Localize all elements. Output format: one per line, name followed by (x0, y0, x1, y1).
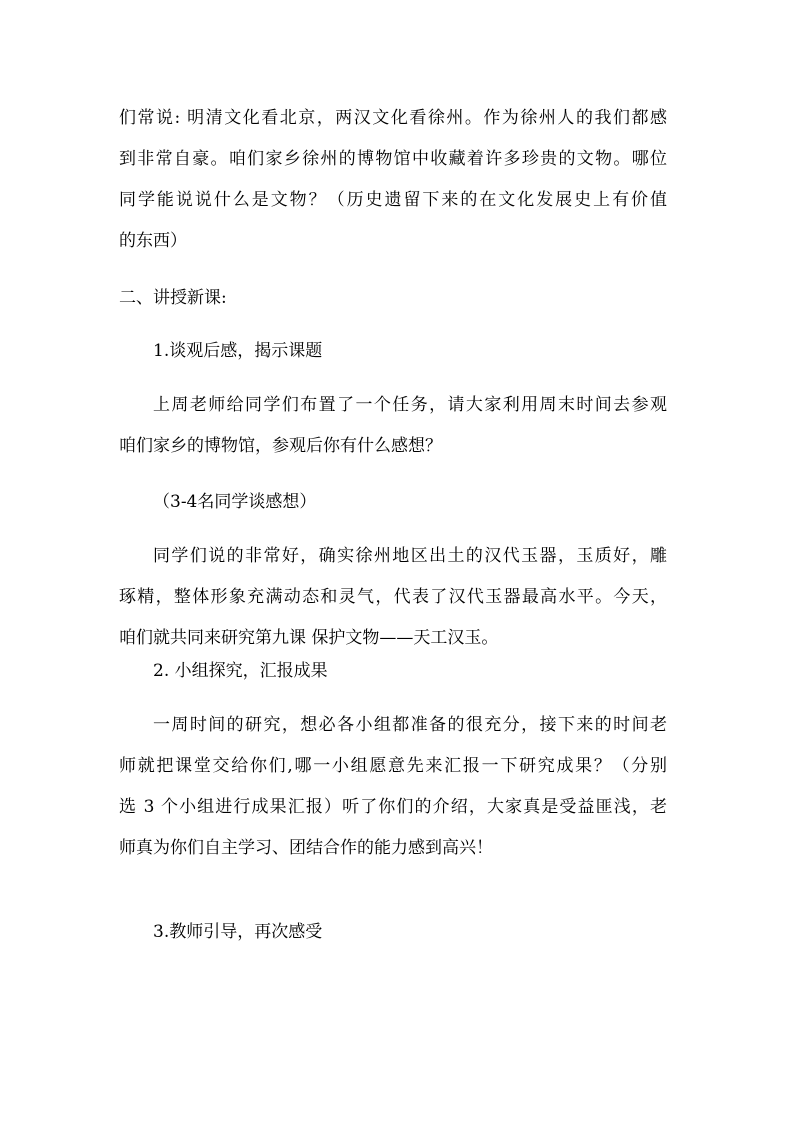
subsection-3-heading (153, 912, 667, 953)
sub2-para-line-2: 师就把课堂交给你们,哪一小组愿意先来汇报一下研究成果？（分别 (119, 756, 667, 776)
sub1-para1-line-1: 上周老师给同学们布置了一个任务，请大家利用周末时间去参观 (153, 395, 667, 415)
intro-line-3: 同学能说说什么是文物？（历史遗留下来的在文化发展史上有价值 (119, 190, 667, 210)
intro-paragraph (119, 98, 667, 262)
intro-line-4: 的东西） (119, 231, 187, 251)
subsection-1-paragraph-2 (119, 536, 667, 659)
sub1-para2-line-2: 琢精，整体形象充满动态和灵气，代表了汉代玉器最高水平。今天， (119, 587, 667, 607)
intro-line-2: 到非常自豪。咱们家乡徐州的博物馆中收藏着许多珍贵的文物。哪位 (119, 149, 667, 169)
subsection-2-heading (153, 651, 667, 692)
intro-line-1: 们常说: 明清文化看北京，两汉文化看徐州。作为徐州人的我们都感 (119, 108, 667, 128)
subsection-3-heading-text: 3.教师引导，再次感受 (153, 922, 323, 942)
sub1-para2-line-1: 同学们说的非常好，确实徐州地区出土的汉代玉器，玉质好，雕 (153, 546, 667, 566)
sub1-para2-line-3: 咱们就共同来研究第九课 保护文物——天工汉玉。 (119, 628, 499, 648)
subsection-1-heading (153, 331, 667, 372)
sub2-para-line-3: 选 3 个小组进行成果汇报）听了你们的介绍，大家真是受益匪浅，老 (119, 797, 667, 817)
sub2-para-line-1: 一周时间的研究，想必各小组都准备的很充分，接下来的时间老 (153, 715, 667, 735)
subsection-2-heading-text: 2. 小组探究，汇报成果 (153, 661, 328, 681)
sub1-para1-line-2: 咱们家乡的博物馆，参观后你有什么感想？ (119, 436, 442, 456)
sub2-para-line-4: 师真为你们自主学习、团结合作的能力感到高兴！ (119, 838, 493, 858)
subsection-2-paragraph (119, 705, 667, 869)
subsection-1-heading-text: 1.谈观后感，揭示课题 (153, 341, 323, 361)
subsection-1-note (153, 482, 667, 523)
sub1-note-text: （3-4名同学谈感想） (153, 492, 317, 512)
section-heading-text: 二、讲授新课: (119, 288, 227, 308)
subsection-1-paragraph-1 (119, 385, 667, 467)
section-heading-2 (119, 278, 667, 319)
